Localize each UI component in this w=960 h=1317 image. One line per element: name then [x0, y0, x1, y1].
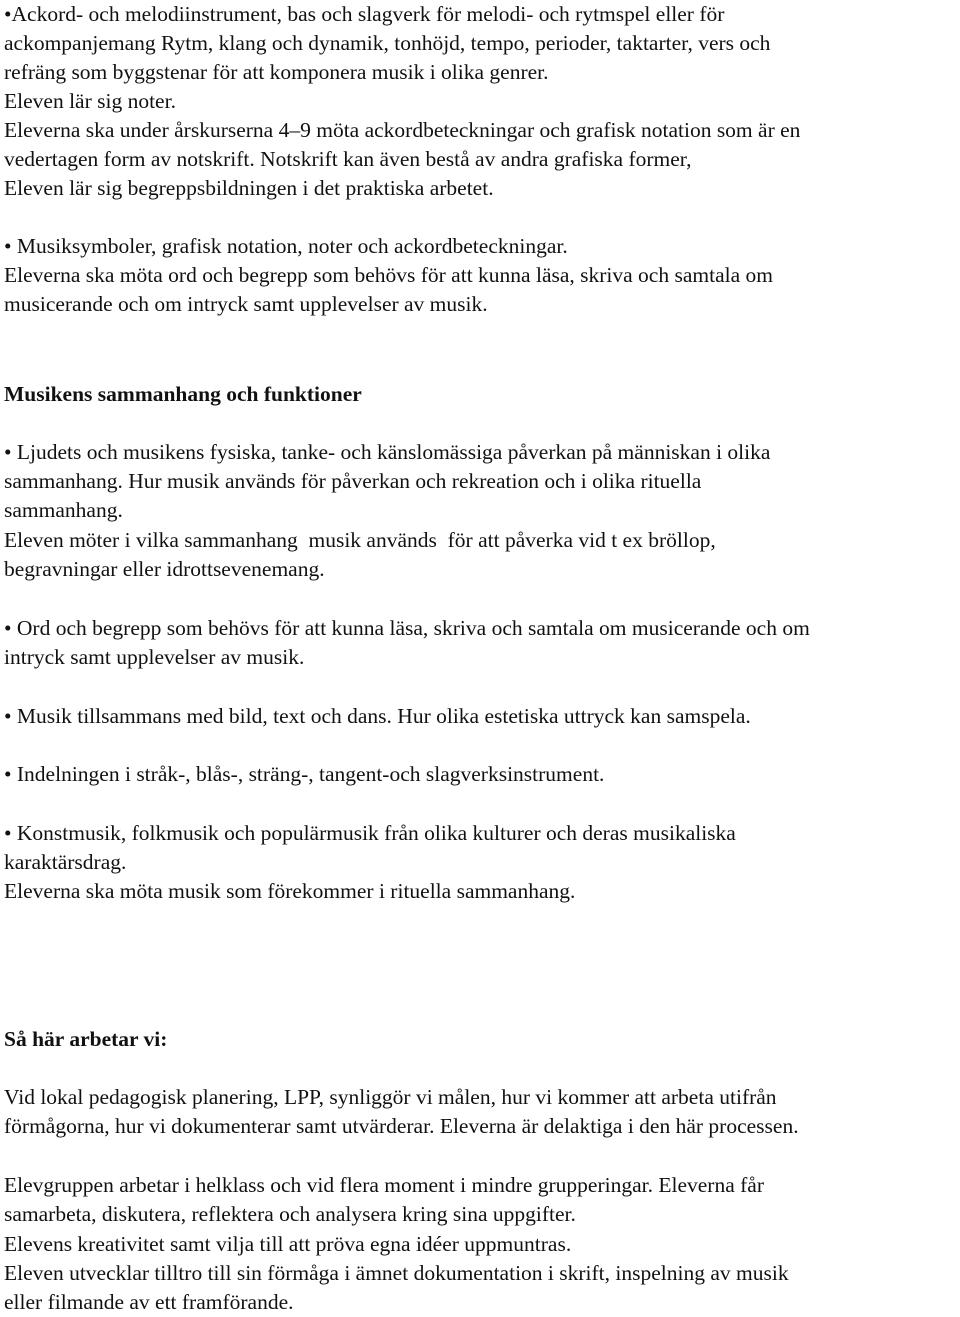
text-line: Elevens kreativitet samt vilja till att pröva egna idéer uppmuntras.: [4, 1232, 572, 1256]
text-line: Eleven lär sig noter.: [4, 89, 176, 113]
bullet-item: • Konstmusik, folkmusik och populärmusik från olika kulturer och deras musikaliska: [4, 821, 736, 845]
text-line: Elevgruppen arbetar i helklass och vid flera moment i mindre grupperingar. Eleverna får: [4, 1173, 764, 1197]
text-line: musicerande och om intryck samt upplevelser av musik.: [4, 292, 488, 316]
text-line: begravningar eller idrottsevenemang.: [4, 557, 325, 581]
text-line: refräng som byggstenar för att komponera musik i olika genrer.: [4, 60, 549, 84]
text-line: eller filmande av ett framförande.: [4, 1290, 294, 1314]
text-line: Eleven utvecklar tilltro till sin förmåga i ämnet dokumentation i skrift, inspelning av musik: [4, 1261, 789, 1285]
bullet-item: • Ljudets och musikens fysiska, tanke- och känslomässiga påverkan på människan i olika: [4, 440, 771, 464]
section-heading-sa-har-arbetar-vi: Så här arbetar vi:: [4, 1027, 168, 1051]
bullet-item: • Ord och begrepp som behövs för att kunna läsa, skriva och samtala om musicerande och om: [4, 616, 810, 640]
text-line: Eleven lär sig begreppsbildningen i det praktiska arbetet.: [4, 176, 494, 200]
bullet-item: • Musik tillsammans med bild, text och dans. Hur olika estetiska uttryck kan samspela.: [4, 704, 751, 728]
text-line: samarbeta, diskutera, reflektera och analysera kring sina uppgifter.: [4, 1202, 576, 1226]
text-line: vedertagen form av notskrift. Notskrift kan även bestå av andra grafiska former,: [4, 147, 692, 171]
text-line: Eleverna ska möta ord och begrepp som behövs för att kunna läsa, skriva och samtala om: [4, 263, 773, 287]
text-line: Eleverna ska under årskurserna 4–9 möta ackordbeteckningar och grafisk notation som är en: [4, 118, 801, 142]
text-line: Eleven möter i vilka sammanhang musik används för att påverka vid t ex bröllop,: [4, 528, 716, 552]
text-line: •Ackord- och melodiinstrument, bas och slagverk för melodi- och rytmspel eller för: [4, 2, 725, 26]
text-line: karaktärsdrag.: [4, 850, 127, 874]
section-heading-musikens-sammanhang: Musikens sammanhang och funktioner: [4, 382, 362, 406]
bullet-item: • Indelningen i stråk-, blås-, sträng-, tangent-och slagverksinstrument.: [4, 762, 605, 786]
bullet-item: • Musiksymboler, grafisk notation, noter och ackordbeteckningar.: [4, 234, 568, 258]
text-line: Vid lokal pedagogisk planering, LPP, synliggör vi målen, hur vi kommer att arbeta utifrån: [4, 1085, 777, 1109]
text-line: sammanhang. Hur musik används för påverkan och rekreation och i olika rituella: [4, 469, 702, 493]
text-line: sammanhang.: [4, 498, 123, 522]
text-line: intryck samt upplevelser av musik.: [4, 645, 305, 669]
text-line: förmågorna, hur vi dokumenterar samt utvärderar. Eleverna är delaktiga i den här processen.: [4, 1114, 799, 1138]
text-line: ackompanjemang Rytm, klang och dynamik, tonhöjd, tempo, perioder, taktarter, vers och: [4, 31, 771, 55]
text-line: Eleverna ska möta musik som förekommer i rituella sammanhang.: [4, 879, 576, 903]
